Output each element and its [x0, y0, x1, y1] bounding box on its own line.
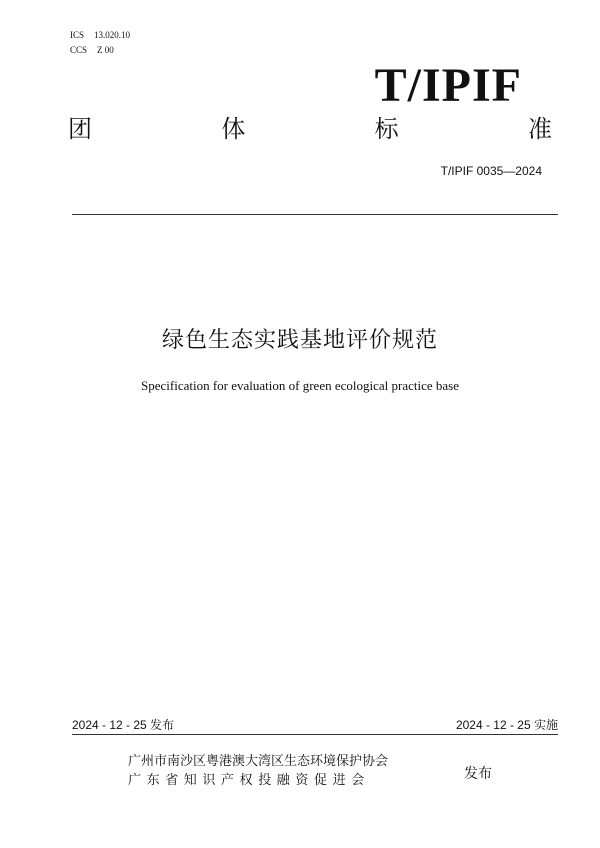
- ccs-code: Z 00: [97, 45, 114, 55]
- issuing-organizations: [128, 752, 388, 790]
- ccs-line: [70, 43, 130, 58]
- ics-line: [70, 28, 130, 43]
- issuer-name: 广州市南沙区粤港澳大湾区生态环境保护协会: [128, 754, 389, 769]
- document-title-chinese: 绿色生态实践基地评价规范: [161, 328, 438, 353]
- top-divider: [72, 214, 558, 215]
- bottom-divider: [72, 734, 558, 735]
- standard-type: [68, 114, 552, 144]
- standard-type-char: 体: [221, 115, 246, 143]
- ccs-label: CCS: [70, 45, 88, 55]
- document-title-english: Specification for evaluation of green ecological practice base: [141, 378, 459, 393]
- standard-type-char: 标: [374, 115, 399, 143]
- classification-codes: [70, 28, 130, 58]
- issue-label: 发布: [464, 766, 492, 782]
- standard-type-char: 团: [68, 115, 92, 143]
- publish-date: 2024 - 12 - 25 发布: [72, 718, 175, 732]
- ics-label: ICS: [70, 30, 85, 40]
- standard-type-char: 准: [527, 115, 552, 143]
- issuer-name: 广东省知识产权投融资促进会: [128, 773, 370, 788]
- standard-number: T/IPIF 0035—2024: [440, 164, 542, 178]
- ics-code: 13.020.10: [94, 30, 131, 40]
- organization-logo: T/IPIF: [374, 59, 522, 112]
- implement-date: 2024 - 12 - 25 实施: [455, 718, 558, 732]
